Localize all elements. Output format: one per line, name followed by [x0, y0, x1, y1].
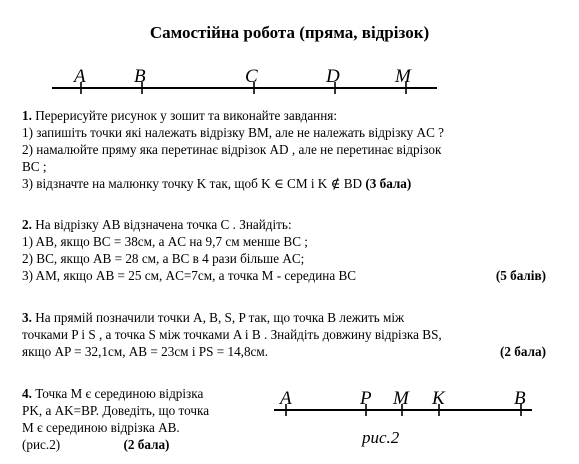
- task-3: [22, 310, 552, 361]
- task-2: [22, 217, 552, 285]
- figure2-point-K: K: [432, 388, 445, 409]
- task3-points: (2 бала): [500, 343, 546, 359]
- task2-intro: На відрізку AB відзначена точка C . Знайдіть:: [35, 217, 292, 232]
- task2-item-last: [22, 268, 552, 285]
- task2-points: (5 балів): [495, 267, 546, 283]
- task2-intro-line: [22, 217, 552, 234]
- task4-text: (рис.2): [22, 436, 61, 452]
- task1-item: 3) відзначте на малюнку точку K так, щоб K ∈ CM і K ∉ BD: [22, 175, 363, 191]
- figure2-point-M: M: [393, 388, 409, 409]
- figure2-line-diagram: [0, 370, 579, 464]
- task-1: [22, 108, 552, 192]
- task3-text: На прямій позначили точки A, B, S, P так, що точка B лежить між: [35, 310, 405, 325]
- figure1-point-C: C: [245, 66, 258, 87]
- task2-item: 2) BC, якщо AB = 28 см, а BC в 4 рази більше AC;: [22, 250, 305, 266]
- task1-item: 2) намалюйте пряму яка перетинає відрізок AD , але не перетинає відрізок: [22, 141, 442, 157]
- task4-text: PK, а AK=BP. Доведіть, що точка: [22, 402, 210, 418]
- task2-number: 2.: [22, 217, 32, 232]
- figure1-point-A: A: [74, 66, 86, 87]
- task1-item-last: [22, 176, 552, 193]
- task2-item: 3) AM, якщо AB = 25 см, AC=7см, а точка M - середина BC: [22, 267, 357, 283]
- task3-line: [22, 310, 552, 327]
- figure1-point-M: M: [395, 66, 411, 87]
- task2-item: 1) AB, якщо BC = 38см, а AC на 9,7 см менше BC ;: [22, 233, 308, 249]
- task3-number: 3.: [22, 310, 32, 325]
- task1-number: 1.: [22, 108, 32, 123]
- task4-number: 4.: [22, 386, 32, 401]
- task4-text: Точка M є серединою відрізка: [35, 386, 204, 401]
- task3-text: якщо AP = 32,1см, AB = 23см і PS = 14,8см.: [22, 343, 269, 359]
- task1-item: 1) запишіть точки які належать відрізку BM, але не належать відрізку AC ?: [22, 124, 445, 140]
- figure2-point-A: A: [280, 388, 292, 409]
- page-title: Самостійна робота (пряма, відрізок): [149, 23, 430, 42]
- figure2-caption: рис.2: [362, 428, 400, 447]
- figure2-point-P: P: [360, 388, 372, 409]
- task4-points: (2 бала): [123, 436, 170, 452]
- task3-line-last: [22, 344, 552, 361]
- figure1-point-B: B: [134, 66, 146, 87]
- figure1-point-D: D: [326, 66, 340, 87]
- figure1-line-diagram: [0, 0, 579, 110]
- task1-intro: Перерисуйте рисунок у зошит та виконайте завдання:: [35, 108, 338, 123]
- task1-points: (3 бала): [365, 175, 412, 191]
- task3-text: точками P і S , а точка S між точками A і B . Знайдіть довжину відрізка BS,: [22, 326, 442, 342]
- task4-text: M є серединою відрізка AB.: [22, 419, 180, 435]
- task1-item: BC ;: [22, 158, 47, 174]
- task1-intro-line: [22, 108, 552, 125]
- figure2-point-B: B: [514, 388, 526, 409]
